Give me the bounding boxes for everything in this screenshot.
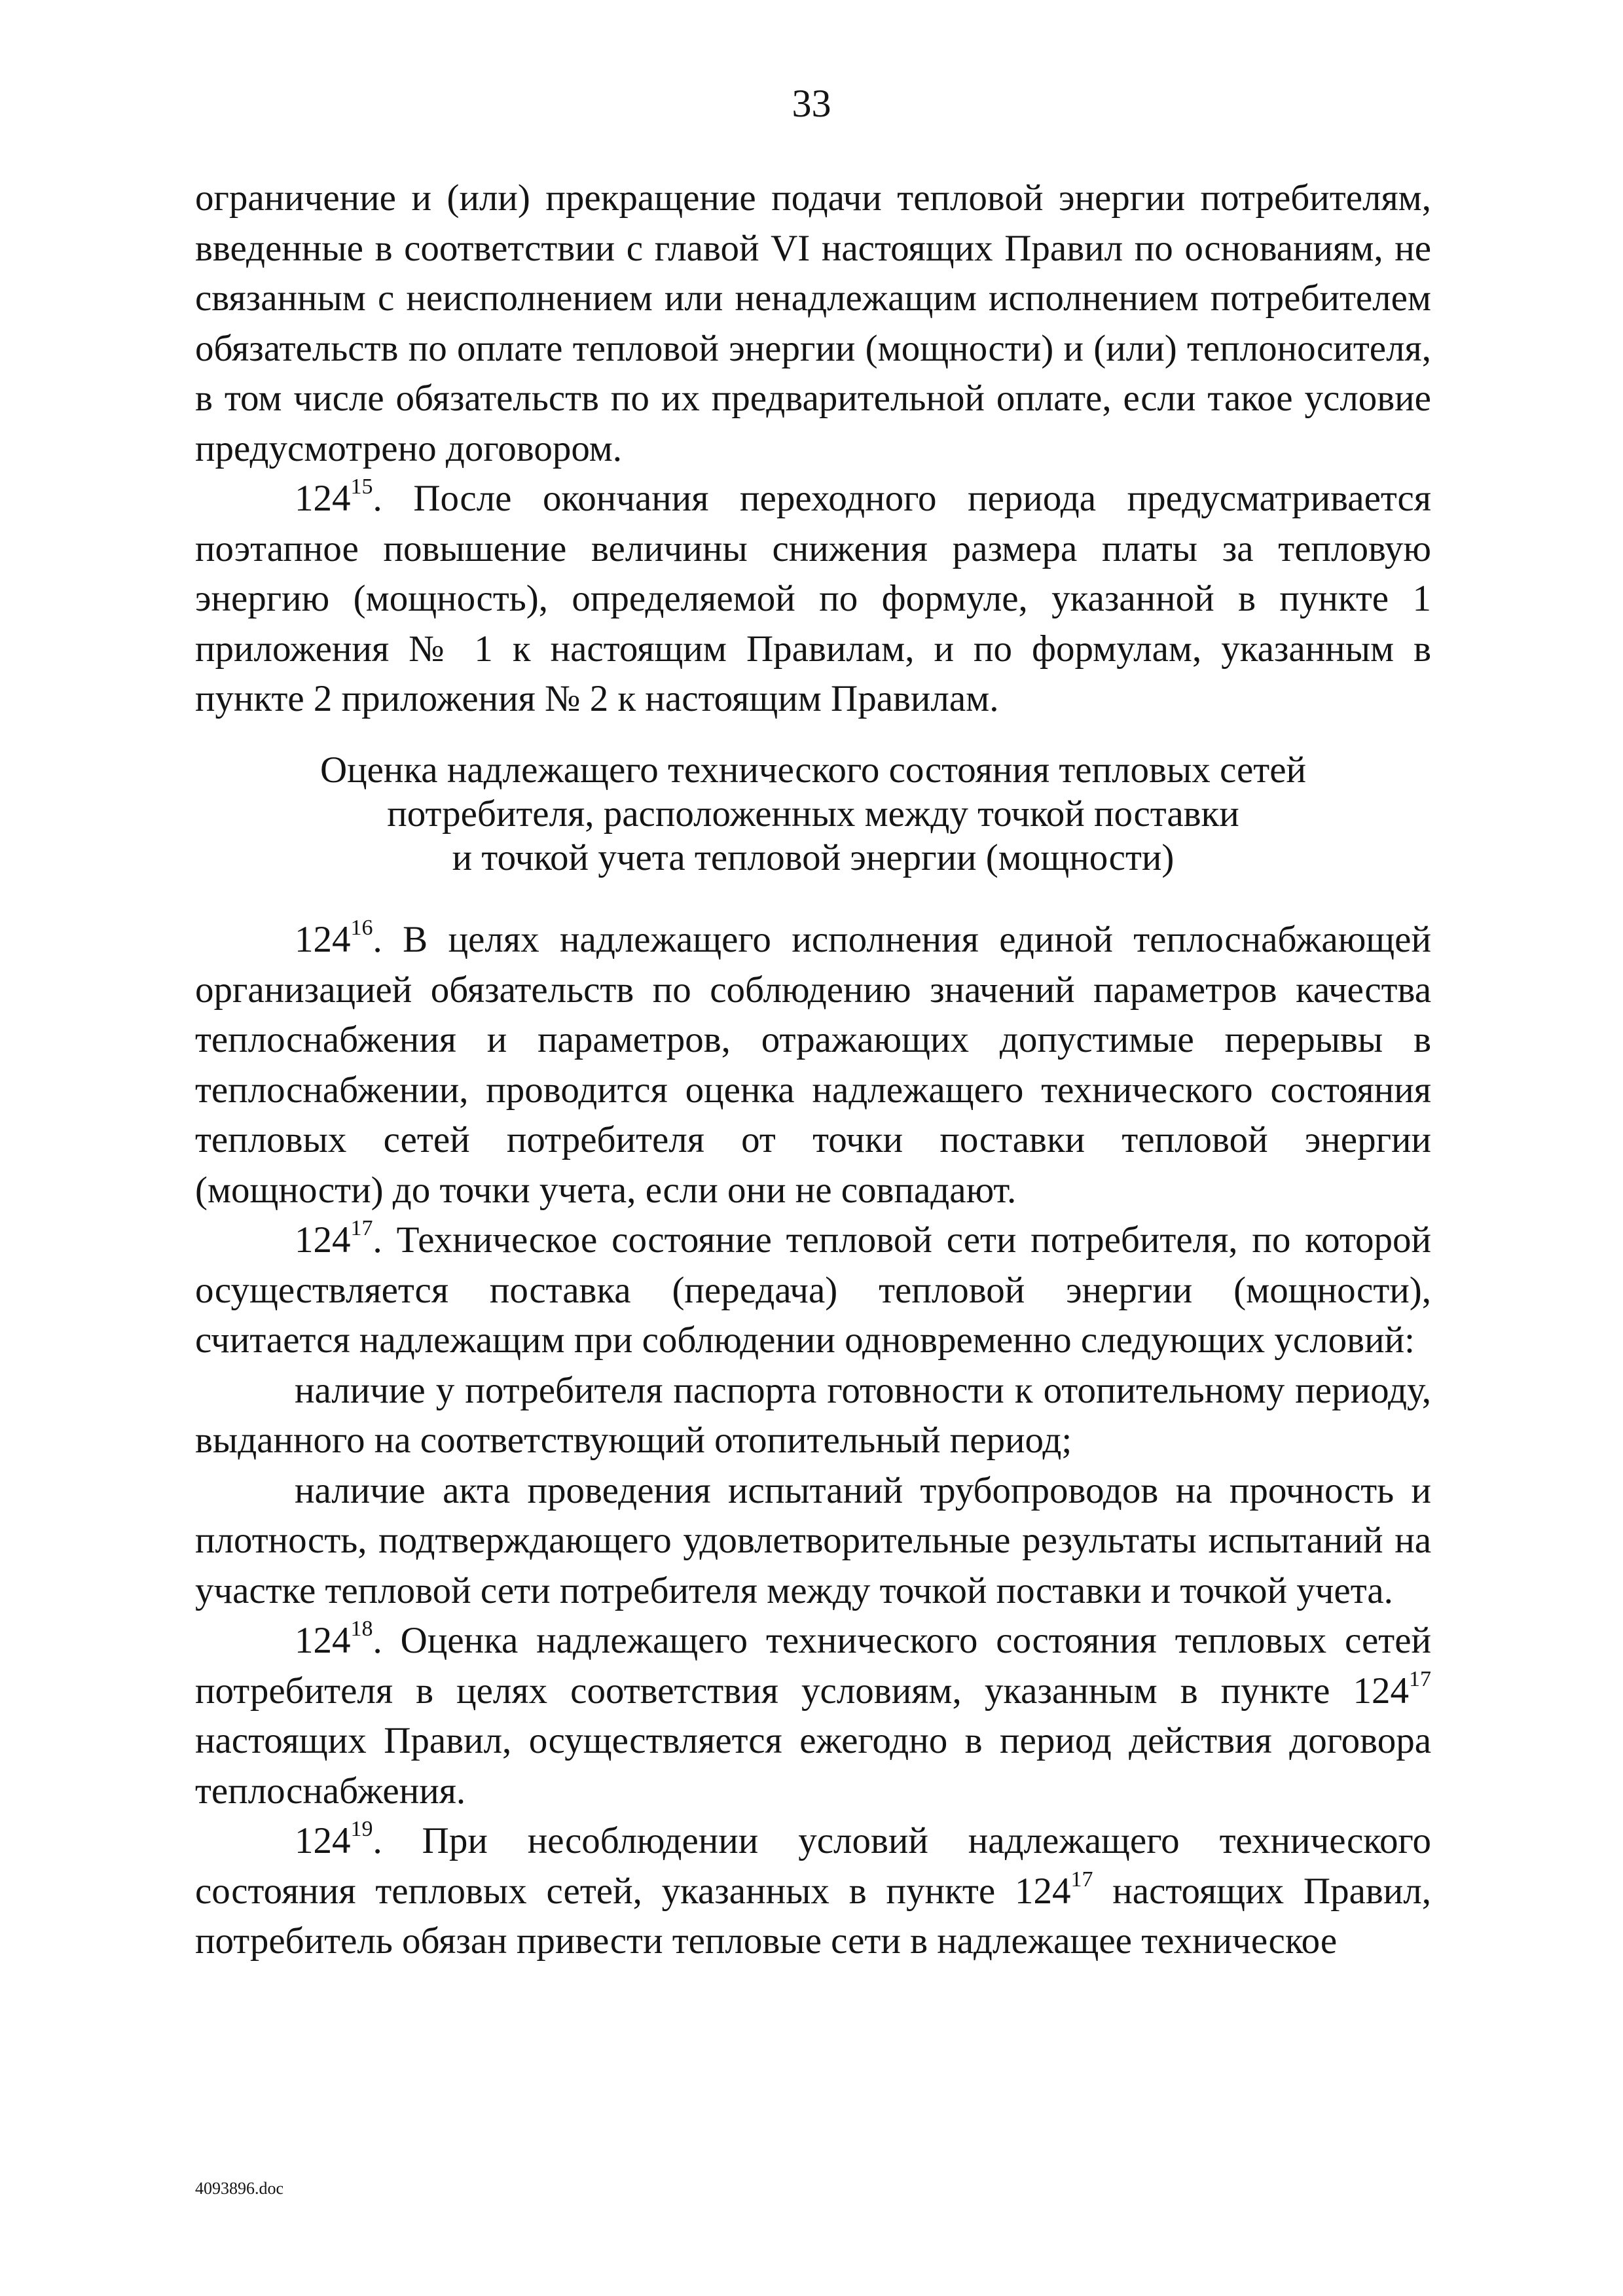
paragraph-124-18: $124^{18}$. Оценка надлежащего технического состояния тепловых сетей потребителя в целях соответствия условиям, указанным в пункте $124^{17}$ настоящих Правил, осуществляется ежегодно в период действия договора теплоснабжения.	[195, 1617, 1431, 1812]
paragraph-number: $124^{17}$	[295, 1216, 373, 1261]
paragraph-reference: $124^{17}$	[1014, 1867, 1093, 1912]
paragraph-intro: ограничение и (или) прекращение подачи тепловой энергии потребителям, введенные в соответствии с главой VI настоящих Правил по основаниям, не связанным с неисполнением или ненадлежащим исполнением потребителем обязательств по оплате тепловой энергии (мощности) и (или) теплоносителя, в том числе обязательств по их предварительной оплате, если такое условие предусмотрено договором.	[195, 177, 1431, 469]
paragraph-number: $124^{16}$	[295, 916, 373, 960]
list-item-test-act: наличие акта проведения испытаний трубопроводов на прочность и плотность, подтверждающего удовлетворительные результаты испытаний на участке тепловой сети потребителя между точкой поставки и точкой учета.	[195, 1469, 1431, 1611]
paragraph-124-17: $124^{17}$. Техническое состояние тепловой сети потребителя, по которой осуществляется поставка (передача) тепловой энергии (мощности), считается надлежащим при соблюдении одновременно следующих условий:	[195, 1216, 1431, 1361]
heading-line-3: и точкой учета тепловой энергии (мощности)	[452, 837, 1175, 878]
list-item-passport: наличие у потребителя паспорта готовности к отопительному периоду, выданного на соответствующий отопительный период;	[195, 1369, 1431, 1461]
paragraph-124-16: $124^{16}$. В целях надлежащего исполнения единой теплоснабжающей организацией обязательств по соблюдению значений параметров качества теплоснабжения и параметров, отражающих допустимые перерывы в теплоснабжении, проводится оценка надлежащего технического состояния тепловых сетей потребителя от точки поставки тепловой энергии (мощности) до точки учета, если они не совпадают.	[195, 916, 1431, 1211]
heading-line-2: потребителя, расположенных между точкой поставки	[387, 793, 1239, 834]
heading-line-1: Оценка надлежащего технического состояния тепловых сетей	[319, 749, 1307, 791]
paragraph-124-19: $124^{19}$. При несоблюдении условий надлежащего технического состояния тепловых сетей, указанных в пункте $124^{17}$ настоящих Правил, потребитель обязан привести тепловые сети в надлежащее техническое	[195, 1817, 1431, 1962]
text-block-bottom	[195, 915, 1431, 1967]
document-file-code: 4093896.doc	[195, 2179, 284, 2198]
paragraph-reference: $124^{17}$	[1353, 1666, 1431, 1712]
text-block-top	[195, 173, 1431, 725]
section-heading	[195, 748, 1431, 880]
paragraph-124-15: $124^{15}$. После окончания переходного периода предусматривается поэтапное повышение величины снижения размера платы за тепловую энергию (мощность), определяемой по формуле, указанной в пункте 1 приложения № 1 к настоящим Правилам, и по формулам, указанным в пункте 2 приложения № 2 к настоящим Правилам.	[195, 475, 1431, 719]
paragraph-number: $124^{18}$	[295, 1617, 373, 1661]
paragraph-number: $124^{19}$	[295, 1817, 373, 1861]
paragraph-number: $124^{15}$	[295, 475, 373, 519]
page-number: 33	[792, 82, 831, 125]
